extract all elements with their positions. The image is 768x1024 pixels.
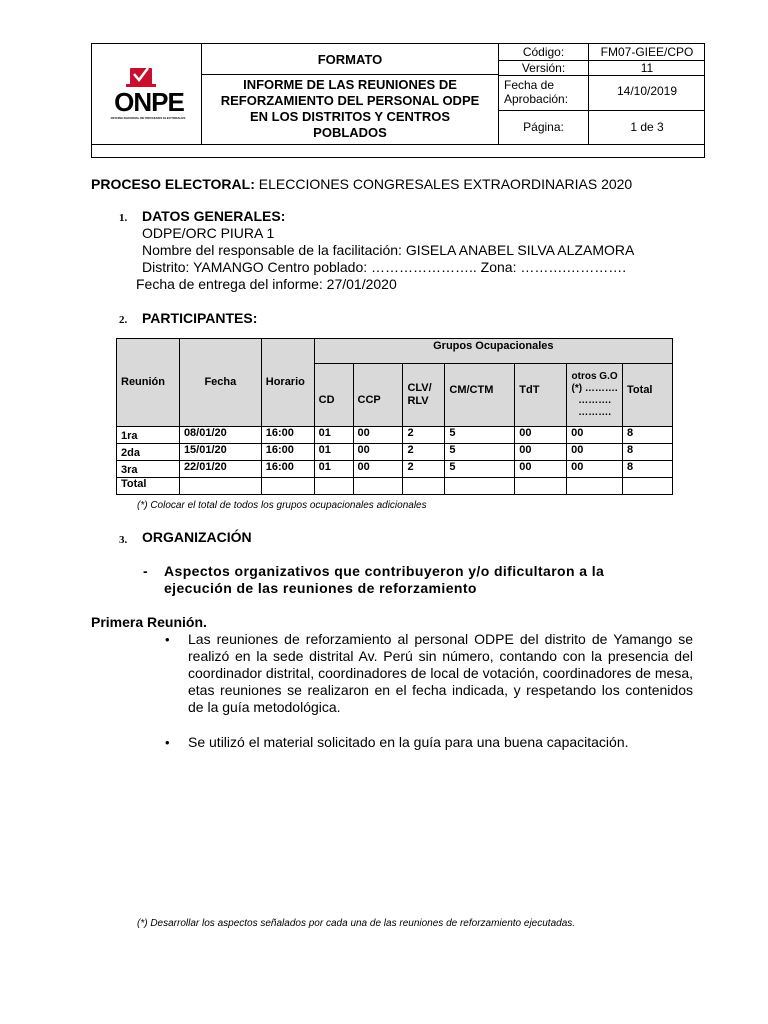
cell-clv: 2	[403, 461, 445, 478]
cell-fecha: 22/01/20	[179, 461, 261, 478]
section3-number: 3.	[119, 534, 128, 546]
col-header-cd: CD	[314, 364, 353, 427]
onpe-logo	[92, 44, 201, 144]
cell-tdt: 00	[515, 461, 567, 478]
cell-tdt: 00	[515, 427, 567, 444]
cell-total: 8	[623, 427, 673, 444]
col-header-otros: otros G.O (*) ………. ………. ……….	[567, 364, 623, 427]
col-header-fecha: Fecha	[179, 339, 261, 427]
cell-cd: 01	[314, 461, 353, 478]
cell-cd: 01	[314, 444, 353, 461]
cell-reunion: 1ra	[117, 427, 180, 444]
table-row	[117, 461, 673, 478]
pagina-label: Página:	[523, 120, 564, 134]
table-note: (*) Colocar el total de todos los grupos ocupacionales adicionales	[137, 500, 427, 511]
section2-number: 2.	[119, 314, 128, 326]
cell-clv: 2	[403, 444, 445, 461]
org-name: ONPE	[114, 87, 184, 117]
proceso-electoral-line	[91, 176, 632, 193]
document-title: INFORME DE LAS REUNIONES DE REFORZAMIENTO DEL PERSONAL ODPE EN LOS DISTRITOS Y CENTROS POBLADOS	[220, 77, 480, 140]
table-row-total	[117, 478, 673, 495]
cell-reunion: 2da	[117, 444, 180, 461]
table-row	[117, 427, 673, 444]
cell-fecha: 08/01/20	[179, 427, 261, 444]
col-header-tdt: TdT	[515, 364, 567, 427]
col-header-ccp: CCP	[353, 364, 403, 427]
cell-ccp: 00	[353, 427, 403, 444]
cell-reunion: 3ra	[117, 461, 180, 478]
col-header-reunion: Reunión	[117, 339, 180, 427]
participants-table	[116, 338, 673, 495]
cell-cmctm: 5	[445, 444, 515, 461]
document-header	[91, 43, 705, 158]
cell-horario: 16:00	[261, 461, 314, 478]
proceso-label: PROCESO ELECTORAL:	[91, 176, 255, 192]
cell-clv: 2	[403, 427, 445, 444]
cell-otros: 00	[567, 427, 623, 444]
cell-cmctm: 5	[445, 427, 515, 444]
pagina-value: 1 de 3	[630, 120, 664, 134]
group-header: Grupos Ocupacionales	[314, 339, 672, 364]
responsable-line: Nombre del responsable de la facilitación: GISELA ANABEL SILVA ALZAMORA	[142, 242, 635, 258]
cell-ccp: 00	[353, 444, 403, 461]
subtitle-dash: -	[143, 563, 148, 579]
cell-otros: 00	[567, 461, 623, 478]
cell-total: 8	[623, 461, 673, 478]
cell-otros: 00	[567, 444, 623, 461]
odpe-line: ODPE/ORC PIURA 1	[142, 225, 275, 241]
proceso-value: ELECCIONES CONGRESALES EXTRAORDINARIAS 2020	[258, 176, 633, 192]
bullet-text-2: Se utilizó el material solicitado en la guía para una buena capacitación.	[188, 734, 629, 750]
cell-fecha: 15/01/20	[179, 444, 261, 461]
cell-horario: 16:00	[261, 444, 314, 461]
col-header-cmctm: CM/CTM	[445, 364, 515, 427]
org-subtitle: OFICINA NACIONAL DE PROCESOS ELECTORALES	[110, 116, 186, 120]
fecha-aprobacion-value: 14/10/2019	[616, 84, 678, 98]
section1-number: 1.	[119, 212, 128, 224]
table-row	[117, 444, 673, 461]
format-label: FORMATO	[317, 52, 383, 67]
meeting-title: Primera Reunión.	[91, 614, 207, 630]
section2-title: PARTICIPANTES:	[142, 310, 258, 326]
cell-total: 8	[623, 444, 673, 461]
fecha-entrega-line: Fecha de entrega del informe: 27/01/2020	[136, 276, 397, 292]
cell-total-label: Total	[117, 478, 180, 495]
codigo-label: Código:	[522, 45, 565, 59]
cell-cd: 01	[314, 427, 353, 444]
bullet-dot: •	[165, 735, 170, 750]
col-header-horario: Horario	[261, 339, 314, 427]
footer-note: (*) Desarrollar los aspectos señalados por cada una de las reuniones de reforzamiento ejecutadas.	[137, 918, 576, 929]
cell-cmctm: 5	[445, 461, 515, 478]
section3-title: ORGANIZACIÓN	[142, 529, 252, 545]
cell-horario: 16:00	[261, 427, 314, 444]
section1-title: DATOS GENERALES:	[142, 208, 286, 224]
fecha-aprobacion-label: Fecha de Aprobación:	[504, 78, 569, 106]
cell-ccp: 00	[353, 461, 403, 478]
version-value: 11	[640, 61, 654, 75]
version-label: Versión:	[521, 61, 566, 75]
cell-tdt: 00	[515, 444, 567, 461]
section3-subtitle: Aspectos organizativos que contribuyeron y/o dificultaron a la ejecución de las reuniones de reforzamiento	[164, 563, 605, 596]
col-header-total: Total	[623, 364, 673, 427]
bullet-dot: •	[165, 632, 170, 647]
bullet-text-1: Las reuniones de reforzamiento al personal ODPE del distrito de Yamango se realizó en la sede distrital Av. Perú sin número, contando con la presencia del coordinador distrital, coordinadores de local de votación, coordinadores de mesa, etas reuniones se realizaron en el fecha indicada, y respetando los contenidos de la guía metodológica.	[188, 631, 693, 715]
codigo-value: FM07-GIEE/CPO	[600, 45, 694, 59]
distrito-line: Distrito: YAMANGO Centro poblado: ………………….. Zona: ……….………….	[142, 259, 627, 275]
col-header-clv: CLV/ RLV	[403, 364, 445, 427]
